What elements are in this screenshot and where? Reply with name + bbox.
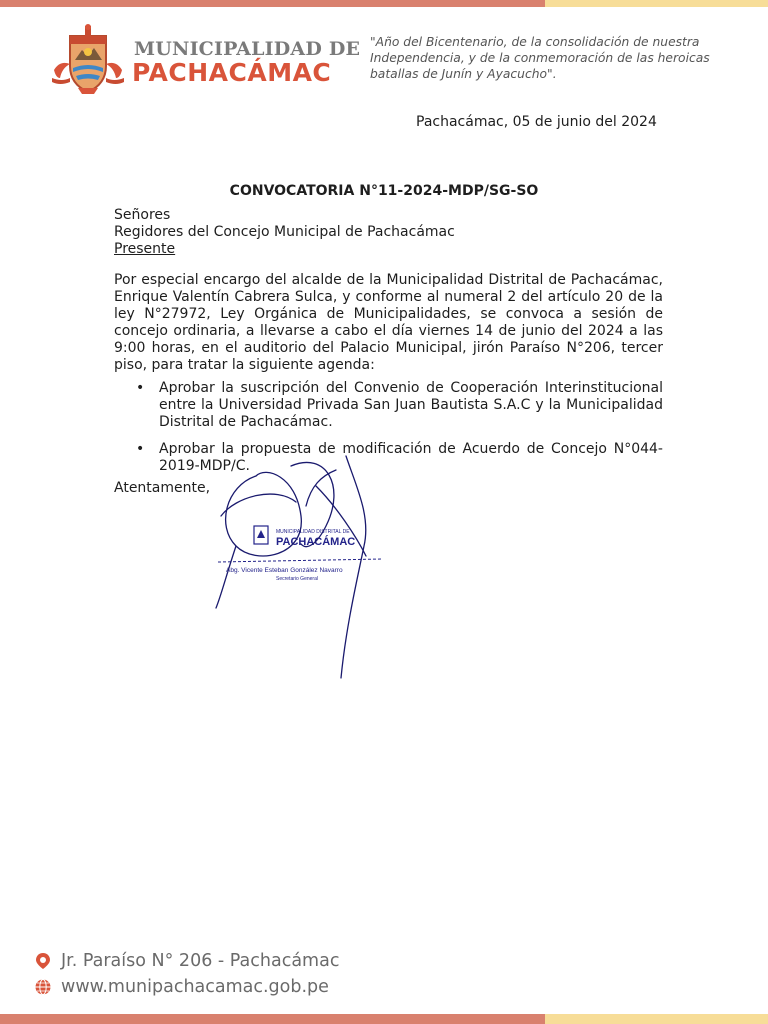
stamp [218, 526, 382, 582]
recipient: Regidores del Concejo Municipal de Pachacámac [114, 224, 455, 240]
letter-heading: CONVOCATORIA N°11-2024-MDP/SG-SO [229, 183, 539, 199]
stamp-org: PACHACÁMAC [276, 536, 356, 548]
org-title: MUNICIPALIDAD DE [134, 38, 361, 60]
motto-line: batallas de Junín y Ayacucho". [370, 67, 557, 81]
recipient-block [114, 207, 455, 258]
salutation: Señores [114, 207, 171, 223]
letter-date: Pachacámac, 05 de junio del 2024 [416, 114, 657, 130]
footer-website[interactable]: www.munipachacamac.gob.pe [61, 977, 329, 997]
year-motto [370, 34, 730, 82]
bottom-color-bar [0, 1014, 768, 1024]
bullet-icon: • [136, 380, 145, 396]
signature-stamp [196, 446, 396, 682]
closing: Atentamente, [114, 480, 211, 496]
agenda-item-text: Aprobar la propuesta de modificación de Acuerdo de Concejo N°044-2019-MDP/C. [159, 441, 663, 474]
bottom-bar-red [0, 1014, 545, 1024]
agenda-item [114, 380, 663, 431]
motto-line: Independencia, y de la conmemoración de las heroicas [370, 51, 710, 65]
letter-body: Por especial encargo del alcalde de la Municipalidad Distrital de Pachacámac, Enrique Valentín Cabrera Sulca, y conforme al numeral 2 del artículo 20 de la ley N°27972, Ley Orgánica de Municipalidades, se convoca a sesión de concejo ordinaria, a llevarse a cabo el día viernes 14 de junio del 2024 a las 9:00 horas, en el auditorio del Palacio Municipal, jirón Paraíso N°206, tercer piso, para tratar la siguiente agenda: [114, 272, 663, 373]
stamp-signer: Abg. Vicente Esteban González Navarro [226, 567, 343, 574]
bottom-bar-yellow [545, 1014, 768, 1024]
motto-line: "Año del Bicentenario, de la consolidación de nuestra [370, 35, 700, 49]
stamp-role: Secretario General [276, 576, 318, 582]
top-color-bar [0, 0, 768, 7]
globe-icon [34, 978, 52, 996]
top-bar-yellow [545, 0, 768, 7]
presente-label: Presente [114, 241, 176, 257]
stamp-org-small: MUNICIPALIDAD DISTRITAL DE [276, 529, 350, 535]
footer-website-row [34, 977, 329, 997]
municipal-crest-logo [48, 22, 128, 98]
location-pin-icon [34, 952, 52, 970]
top-bar-red [0, 0, 545, 7]
footer-address-row [34, 951, 339, 971]
footer-address: Jr. Paraíso N° 206 - Pachacámac [61, 951, 340, 971]
bullet-icon: • [136, 441, 145, 457]
agenda-item-text: Aprobar la suscripción del Convenio de Cooperación Interinstitucional entre la Universidad Privada San Juan Bautista S.A.C y la Municipalidad Distrital de Pachacámac. [159, 380, 663, 430]
org-name: PACHACÁMAC [132, 58, 332, 87]
